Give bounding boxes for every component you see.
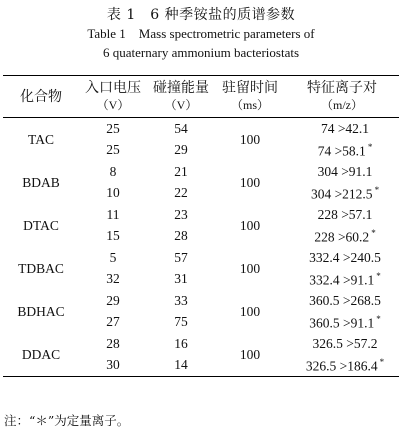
table-row: [3, 290, 399, 312]
ion-pair-cell: [285, 204, 399, 226]
ion-pair-cell: [285, 118, 399, 140]
entrance-voltage-cell: 30: [106, 357, 120, 373]
header-ion-pair-unit: （m/z）: [321, 98, 363, 112]
dwell-time-cell: 100: [239, 303, 261, 319]
header-entrance-voltage-unit: （V）: [96, 98, 130, 112]
ion-pair-value: 326.5 >57.2: [312, 335, 378, 351]
table-container: [3, 75, 399, 377]
ion-pair-value: 304 >91.1: [317, 163, 373, 179]
header-row: [3, 76, 399, 118]
collision-energy-cell: 28: [174, 228, 188, 244]
ion-pair-value: 360.5 >91.1: [309, 315, 375, 330]
dwell-time-cell: 100: [239, 346, 261, 362]
compound-cell: BDAB: [22, 174, 60, 190]
ion-pair-cell: [285, 333, 399, 355]
header-compound-label: 化合物: [20, 88, 62, 105]
compound-cell: TDBAC: [18, 260, 64, 276]
dwell-time-cell: 100: [239, 260, 261, 276]
quantifier-ion-marker: *: [371, 227, 376, 238]
entrance-voltage-cell: 11: [106, 206, 120, 222]
ion-pair-cell: [285, 140, 399, 162]
ion-pair-value: 360.5 >268.5: [309, 292, 381, 308]
header-collision-energy-unit: （V）: [164, 98, 198, 112]
caption-english-line2: 6 quaternary ammonium bacteriostats: [102, 45, 300, 60]
table-row: [3, 118, 399, 140]
ion-pair-cell: [285, 161, 399, 183]
compound-cell: TAC: [28, 131, 54, 147]
ion-pair-cell: [285, 312, 399, 334]
collision-energy-cell: 75: [174, 314, 188, 330]
collision-energy-cell: 29: [174, 142, 188, 158]
ion-pair-cell: [285, 269, 399, 291]
quantifier-ion-marker: *: [367, 141, 373, 152]
ion-pair-cell: [285, 290, 399, 312]
entrance-voltage-cell: 10: [106, 185, 120, 201]
table-note: 注：“＊”为定量离子。: [4, 413, 130, 428]
entrance-voltage-cell: 15: [106, 228, 120, 244]
header-collision-energy: [147, 76, 215, 118]
collision-energy-cell: 21: [174, 163, 188, 179]
caption-chinese: 表 1 6 种季铵盐的质谱参数: [106, 7, 296, 23]
quantifier-ion-marker: *: [376, 270, 381, 281]
dwell-time-cell: 100: [239, 131, 261, 147]
collision-energy-cell: 33: [174, 292, 188, 308]
collision-energy-cell: 22: [174, 185, 188, 201]
ion-pair-value: 74 >42.1: [320, 120, 370, 136]
ms-parameters-table: [3, 75, 399, 377]
compound-cell: DDAC: [21, 346, 61, 362]
collision-energy-cell: 54: [174, 120, 188, 136]
ion-pair-value: 304 >212.5: [310, 186, 373, 201]
header-ion-pair: [285, 76, 399, 118]
collision-energy-cell: 23: [174, 206, 188, 222]
entrance-voltage-cell: 25: [106, 142, 120, 158]
ion-pair-value: 326.5 >186.4: [305, 358, 378, 373]
entrance-voltage-cell: 25: [106, 120, 120, 136]
entrance-voltage-cell: 5: [109, 249, 117, 265]
entrance-voltage-cell: 27: [106, 314, 120, 330]
header-dwell-time: [215, 76, 285, 118]
ion-pair-cell: [285, 247, 399, 269]
header-entrance-voltage-label: 入口电压: [85, 80, 141, 96]
compound-cell: DTAC: [23, 217, 59, 233]
entrance-voltage-cell: 28: [106, 335, 120, 351]
dwell-time-cell: 100: [239, 217, 261, 233]
ion-pair-value: 332.4 >91.1: [309, 272, 375, 287]
table-body: [3, 118, 399, 377]
table-row: [3, 247, 399, 269]
ion-pair-value: 332.4 >240.5: [309, 249, 381, 265]
dwell-time-cell: 100: [239, 174, 261, 190]
table-row: [3, 204, 399, 226]
entrance-voltage-cell: 8: [109, 163, 117, 179]
collision-energy-cell: 16: [174, 335, 188, 351]
ion-pair-value: 228 >57.1: [317, 206, 373, 222]
quantifier-ion-marker: *: [374, 184, 380, 195]
header-entrance-voltage: [79, 76, 147, 118]
caption-english-line1: Table 1 Mass spectrometric parameters of: [87, 26, 315, 41]
quantifier-ion-marker: *: [376, 313, 381, 324]
collision-energy-cell: 57: [174, 249, 188, 265]
header-dwell-time-label: 驻留时间: [222, 80, 278, 96]
table-caption: [0, 0, 402, 62]
ion-pair-value: 74 >58.1: [317, 143, 366, 158]
collision-energy-cell: 14: [174, 357, 188, 373]
entrance-voltage-cell: 32: [106, 271, 120, 287]
ion-pair-cell: [285, 183, 399, 205]
table-row: [3, 333, 399, 355]
header-collision-energy-label: 碰撞能量: [153, 80, 209, 96]
quantifier-ion-marker: *: [379, 356, 385, 367]
compound-cell: BDHAC: [17, 303, 65, 319]
header-ion-pair-label: 特征离子对: [307, 80, 377, 96]
header-dwell-time-unit: （ms）: [230, 98, 269, 112]
ion-pair-value: 228 >60.2: [314, 229, 370, 244]
header-compound: [3, 76, 79, 118]
ion-pair-cell: [285, 226, 399, 248]
ion-pair-cell: [285, 355, 399, 377]
table-row: [3, 161, 399, 183]
collision-energy-cell: 31: [174, 271, 188, 287]
entrance-voltage-cell: 29: [106, 292, 120, 308]
